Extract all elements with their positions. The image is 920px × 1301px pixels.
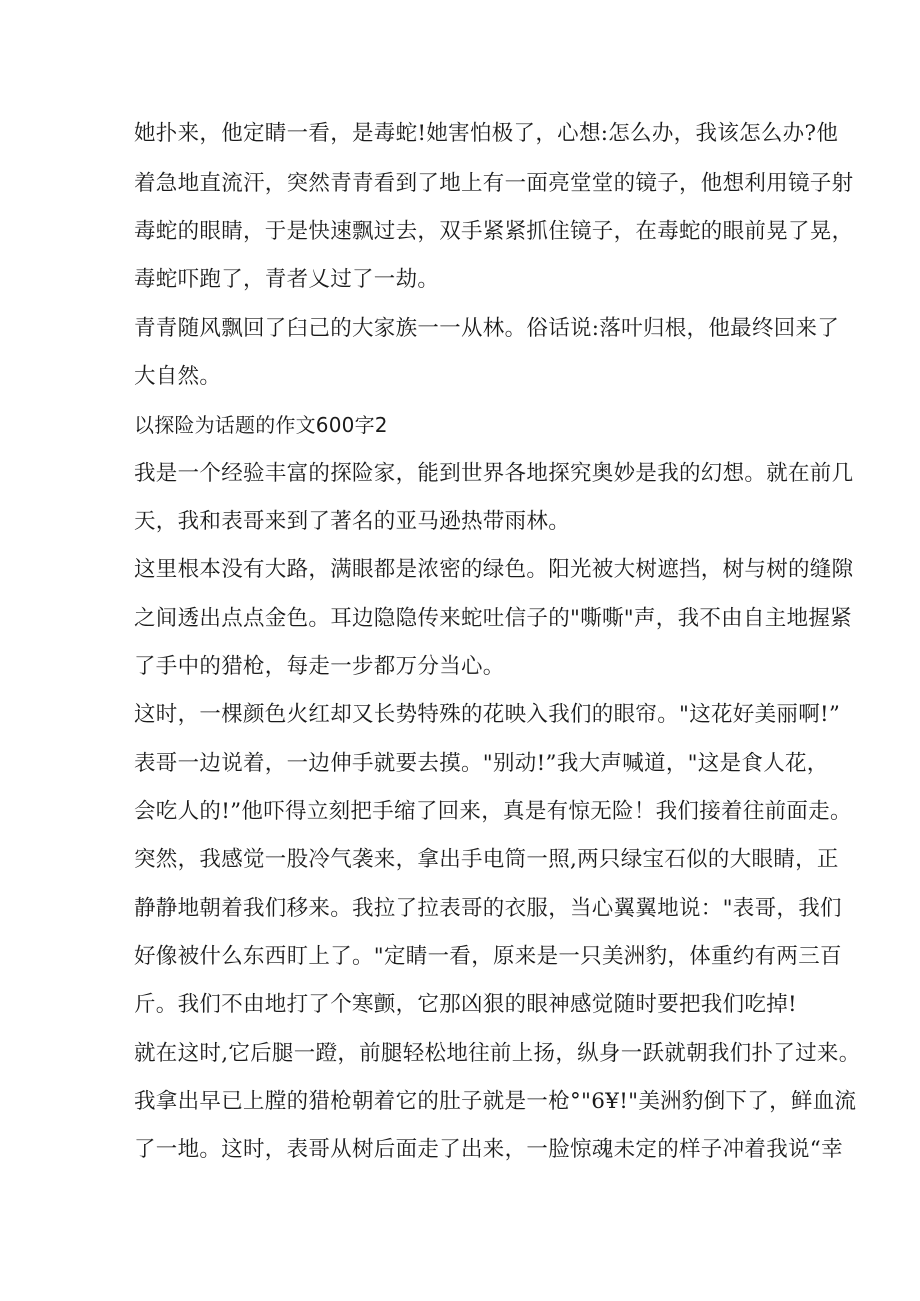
- paragraph-line: 青青随风飘回了臼己的大家族一一从林。俗话说:落叶归根，他最终回来了: [134, 316, 840, 341]
- paragraph-line: 这时，一棵颜色火红却又长势特殊的花映入我们的眼帘。"这花好美丽啊!”: [134, 702, 841, 727]
- paragraph-line: 之间透出点点金色。耳边隐隐传来蛇吐信子的"嘶嘶"声，我不由自主地握紧: [134, 606, 852, 631]
- paragraph-line: 会吃人的!”他吓得立刻把手缩了回来，真是有惊无险！我们接着往前面走。: [134, 799, 852, 824]
- paragraph-line: 毒蛇吓跑了，青者乂过了一劫。: [134, 267, 440, 292]
- paragraph-line: 我拿出早已上膛的猎枪朝着它的肚子就是一枪°"6¥!"美洲豹倒下了，鲜血流: [134, 1089, 857, 1114]
- paragraph-line: 表哥一边说着，一边伸手就要去摸。"别动!”我大声喊道，"这是食人花，: [134, 751, 829, 776]
- paragraph-line: 了手中的猎枪，每走一步都万分当心。: [134, 654, 505, 679]
- paragraph-line: 突然，我感觉一股冷气袭来，拿出手电筒一照,两只绿宝石似的大眼睛，正: [134, 847, 839, 872]
- paragraph-line: 这里根本没有大路，满眼都是浓密的绿色。阳光被大树遮挡，树与树的缝隙: [134, 557, 854, 582]
- paragraph-line: 大自然。: [134, 364, 222, 389]
- paragraph-line: 她扑来，他定睛一看，是毒蛇!她害怕极了，心想:怎么办，我该怎么办?他: [134, 121, 839, 146]
- paragraph-line: 了一地。这时，表哥从树后面走了出来，一脸惊魂未定的样子冲着我说“幸: [134, 1137, 843, 1162]
- essay-heading: 以探险为话题的作文600字2: [134, 413, 388, 437]
- paragraph-line: 毒蛇的眼睛，于是快速飘过去，双手紧紧抓住镜子，在毒蛇的眼前晃了晃，: [134, 219, 854, 244]
- paragraph-line: 我是一个经验丰富的探险家，能到世界各地探究奥妙是我的幻想。就在前几: [134, 461, 854, 486]
- paragraph-line: 静静地朝着我们移来。我拉了拉表哥的衣服，当心翼翼地说："表哥，我们: [134, 896, 842, 921]
- paragraph-line: 好像被什么东西盯上了。"定睛一看，原来是一只美洲豹，体重约有两三百: [134, 944, 842, 969]
- paragraph-line: 斤。我们不由地打了个寒颤，它那凶狠的眼神感觉随时要把我们吃掉!: [134, 992, 797, 1017]
- paragraph-line: 天，我和表哥来到了著名的亚马逊热带雨林。: [134, 509, 571, 534]
- paragraph-line: 就在这时,它后腿一蹬，前腿轻松地往前上扬，纵身一跃就朝我们扑了过来。: [134, 1041, 861, 1066]
- paragraph-line: 着急地直流汗，突然青青看到了地上有一面亮堂堂的镜子，他想利用镜子射: [134, 171, 854, 196]
